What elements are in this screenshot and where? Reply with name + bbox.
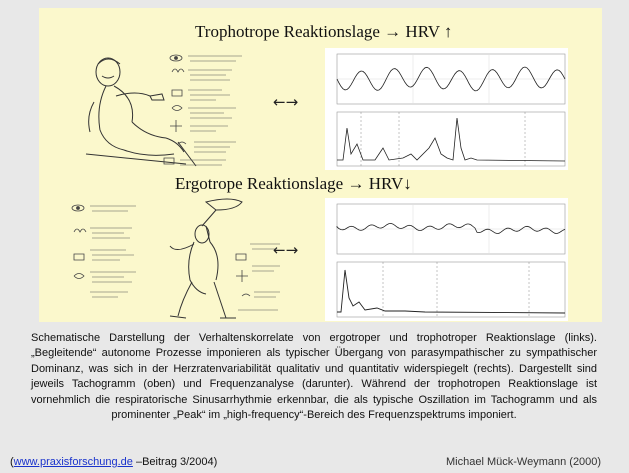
figure-panel [39, 8, 602, 322]
ergotrope-plots [325, 198, 568, 321]
spectrum-plot-icon [337, 262, 565, 317]
figure-caption: Schematische Darstellung der Verhaltenskorrelate von ergotroper und trophotroper Reaktionslage (links). „Begleitende“ autonome Prozesse imponieren als typischer Übergang von parasympathischer zu sympathischer Dominanz, was sich in der Herzratenvariabilität qualitativ und quantitativ widerspiegelt (rechts). Dargestellt sind jeweils Tachogramm (oben) und Frequenzanalyse (darunter). Während der trophotropen Reaktionslage ist vornehmlich die respiratorische Sinusarrhythmie erkennbar, die als typische Oszillation im Tachogramm und als prominenter „Peak“ im „high-frequency“-Bereich des Frequenzspektrums imponiert. [31, 332, 597, 422]
article-reference: –Beitrag 3/2004) [132, 456, 218, 468]
ergotrope-hrv-graphs [325, 198, 568, 321]
open-paren: ( [10, 456, 14, 468]
spectrum-plot-icon [337, 112, 565, 166]
source-reference [10, 456, 217, 468]
author-credit: Michael Mück-Weymann (2000) [446, 456, 602, 468]
trophotrope-plots [325, 48, 568, 170]
active-figure-sketch [66, 196, 284, 321]
ergotrope-heading: Ergotrope Reaktionslage → HRV↓ [175, 174, 412, 193]
double-arrow-icon: ←→ [273, 241, 299, 259]
tachogram-plot-icon [337, 54, 565, 104]
double-arrow-icon: ←→ [273, 93, 299, 111]
praxisforschung-link[interactable]: www.praxisforschung.de [13, 456, 133, 468]
tachogram-plot-icon [337, 204, 565, 254]
trophotrope-heading: Trophotrope Reaktionslage → HRV ↑ [195, 22, 453, 41]
trophotrope-hrv-graphs [325, 48, 568, 170]
relaxed-figure-sketch [66, 46, 284, 172]
